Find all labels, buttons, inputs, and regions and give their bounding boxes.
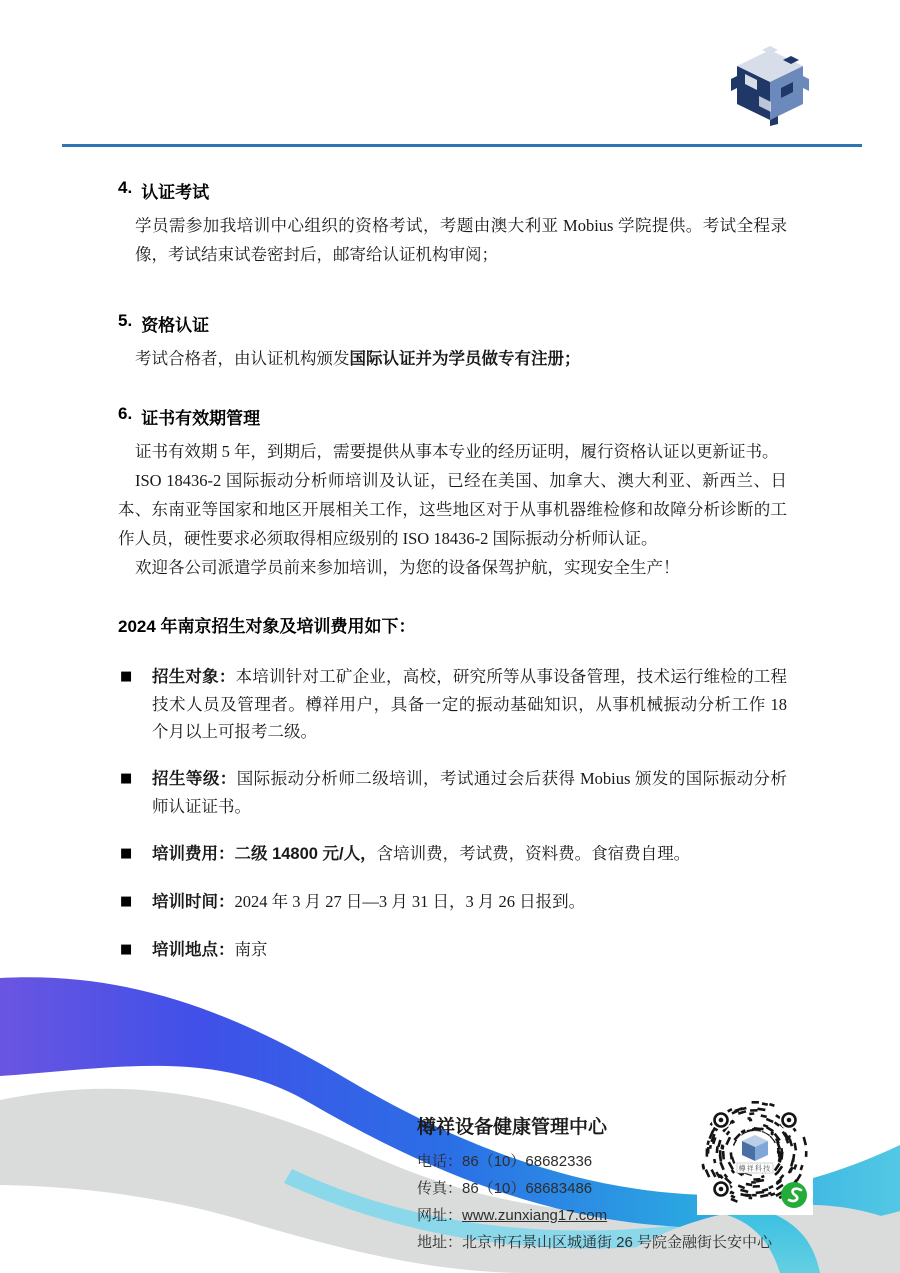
phone-label: 电话： <box>417 1153 463 1170</box>
section-6-number: 6. <box>118 404 133 423</box>
footer-company-name: 樽祥设备健康管理中心 <box>417 1117 608 1138</box>
square-bullet-icon: ■ <box>120 894 133 909</box>
enrollment-notice-heading: 2024 年南京招生对象及培训费用如下： <box>118 617 416 636</box>
bullet-item-target-audience <box>118 663 787 745</box>
bullet-item-training-time <box>118 888 787 916</box>
section-4-paragraph: 学员需参加我培训中心组织的资格考试，考题由澳大利亚 Mobius 学院提供。考试全程录像，考试结束试卷密封后，邮寄给认证机构审阅； <box>135 216 787 264</box>
enrollment-bullet-list <box>118 663 787 964</box>
section-5-text: 考试合格者，由认证机构颁发 <box>135 349 350 368</box>
website-label: 网址： <box>417 1207 463 1224</box>
document-body <box>118 178 787 964</box>
bullet-label: 招生对象： <box>152 668 236 686</box>
section-6-paragraph-2: ISO 18436-2 国际振动分析师培训及认证，已经在美国、加拿大、澳大利亚、新西兰、日本、东南亚等国家和地区开展相关工作，这些地区对于从事机器维检修和故障分析诊断的工作人员，硬性要求必须取得相应级别的 ISO 18436-2 国际振动分析师认证。 <box>118 471 787 548</box>
fax-value: 86（10）68683486 <box>462 1180 593 1197</box>
company-logo-icon <box>731 46 809 126</box>
fax-label: 传真： <box>417 1180 463 1197</box>
section-6-title: 证书有效期管理 <box>141 409 261 428</box>
phone-value: 86（10）68682336 <box>462 1153 593 1170</box>
website-link[interactable]: www.zunxiang17.com <box>462 1207 608 1224</box>
address-value: 北京市石景山区城通街 26 号院金融街长安中心 <box>462 1234 773 1251</box>
bullet-text: 2024 年 3 月 27 日—3 月 31 日，3 月 26 日报到。 <box>234 892 586 911</box>
bullet-item-enrollment-level <box>118 765 787 820</box>
square-bullet-icon: ■ <box>120 942 133 957</box>
address-label: 地址： <box>417 1234 463 1251</box>
square-bullet-icon: ■ <box>120 669 133 684</box>
wechat-icon <box>781 1182 807 1208</box>
section-6-paragraphs <box>118 437 787 582</box>
bullet-bold-text: 二级 14800 元/人， <box>234 845 377 863</box>
section-5-paragraph <box>135 344 787 374</box>
bullet-text: 含培训费，考试费，资料费。食宿费自理。 <box>376 844 691 863</box>
header-divider <box>62 144 862 147</box>
bullet-text: 南京 <box>234 940 268 959</box>
bullet-item-training-location <box>118 936 787 964</box>
bullet-text: 国际振动分析师二级培训，考试通过会后获得 Mobius 颁发的国际振动分析师认证证书。 <box>152 769 787 816</box>
section-4-title: 认证考试 <box>141 183 210 202</box>
section-6-paragraph-1: 证书有效期 5 年，到期后，需要提供从事本专业的经历证明，履行资格认证以更新证书。 <box>135 442 779 461</box>
qr-caption: 樽祥科技 <box>738 1165 772 1173</box>
section-5-number: 5. <box>118 311 133 330</box>
section-5-bold-text: 国际认证并为学员做专有注册； <box>349 350 581 368</box>
section-5-heading <box>118 311 787 336</box>
section-5-title: 资格认证 <box>141 316 210 335</box>
bullet-item-training-fee <box>118 840 787 868</box>
bullet-text: 本培训针对工矿企业，高校，研究所等从事设备管理，技术运行维检的工程技术人员及管理者。樽祥用户，具备一定的振动基础知识，从事机械振动分析工作 18 个月以上可报考二级。 <box>152 667 788 741</box>
bullet-label: 培训时间： <box>152 893 235 911</box>
square-bullet-icon: ■ <box>120 846 133 861</box>
section-4-heading <box>118 178 787 203</box>
section-6-paragraph-3: 欢迎各公司派遣学员前来参加培训，为您的设备保驾护航，实现安全生产！ <box>135 558 680 577</box>
bullet-label: 培训地点： <box>152 941 235 959</box>
square-bullet-icon: ■ <box>120 771 133 786</box>
bullet-label: 培训费用： <box>152 845 235 863</box>
footer-address-row <box>417 1229 772 1256</box>
qr-code <box>697 1097 813 1215</box>
section-6-heading <box>118 404 787 429</box>
bullet-label: 招生等级： <box>152 770 237 788</box>
section-4-number: 4. <box>118 178 133 197</box>
